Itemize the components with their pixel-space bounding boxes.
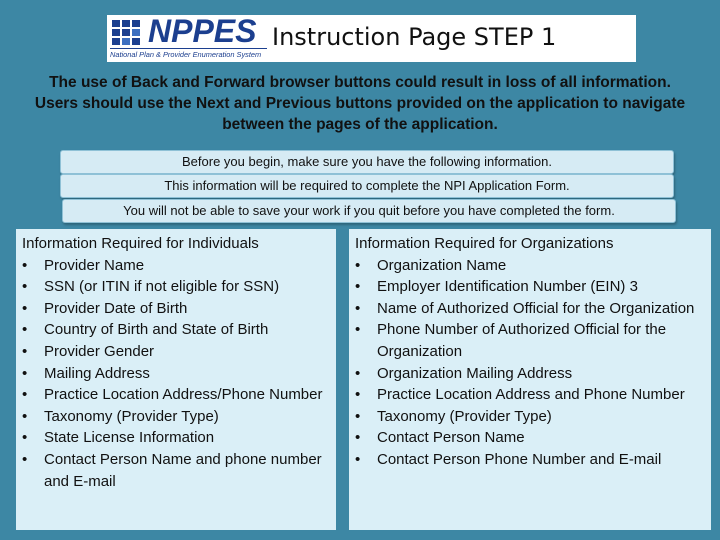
info-banner-before-you-begin: Before you begin, make sure you have the following information.: [60, 150, 674, 174]
list-item: • Employer Identification Number (EIN) 3: [355, 276, 705, 298]
header-box: [107, 15, 636, 62]
individuals-panel: [16, 229, 336, 530]
organizations-panel: [349, 229, 711, 530]
organizations-list: [355, 255, 705, 471]
list-item: • State License Information: [22, 427, 330, 449]
list-item: • Contact Person Name and phone number and E-mail: [22, 449, 330, 492]
list-item: • Provider Name: [22, 255, 330, 277]
nppes-logo: [110, 13, 267, 60]
list-item: • Practice Location Address/Phone Number: [22, 384, 330, 406]
logo-subtitle: National Plan & Provider Enumeration System: [110, 48, 267, 59]
list-item: • Country of Birth and State of Birth: [22, 319, 330, 341]
list-item: • Provider Gender: [22, 341, 330, 363]
navigation-warning: The use of Back and Forward browser buttons could result in loss of all information. Users should use the Next and Previous buttons provided on the application to navigate between the pages of the application.: [34, 74, 686, 133]
list-item: • Organization Name: [355, 255, 705, 277]
individuals-list: [22, 255, 330, 493]
list-item: • Organization Mailing Address: [355, 363, 705, 385]
list-item: • Taxonomy (Provider Type): [355, 406, 705, 428]
logo-grid-icon: [112, 20, 142, 45]
organizations-heading: Information Required for Organizations: [355, 235, 614, 252]
info-banner-required: This information will be required to complete the NPI Application Form.: [60, 174, 674, 198]
list-item: • Contact Person Name: [355, 427, 705, 449]
list-item: • SSN (or ITIN if not eligible for SSN): [22, 276, 330, 298]
list-item: • Mailing Address: [22, 363, 330, 385]
list-item: • Contact Person Phone Number and E-mail: [355, 449, 705, 471]
list-item: • Taxonomy (Provider Type): [22, 406, 330, 428]
list-item: • Phone Number of Authorized Official for the Organization: [355, 319, 705, 362]
individuals-heading: Information Required for Individuals: [22, 235, 259, 252]
list-item: • Name of Authorized Official for the Organization: [355, 298, 705, 320]
list-item: • Provider Date of Birth: [22, 298, 330, 320]
logo-text: NPPES: [148, 13, 257, 49]
page-title: Instruction Page STEP 1: [272, 23, 557, 51]
list-item: • Practice Location Address and Phone Number: [355, 384, 705, 406]
info-banner-cannot-save: You will not be able to save your work if you quit before you have completed the form.: [62, 199, 676, 223]
